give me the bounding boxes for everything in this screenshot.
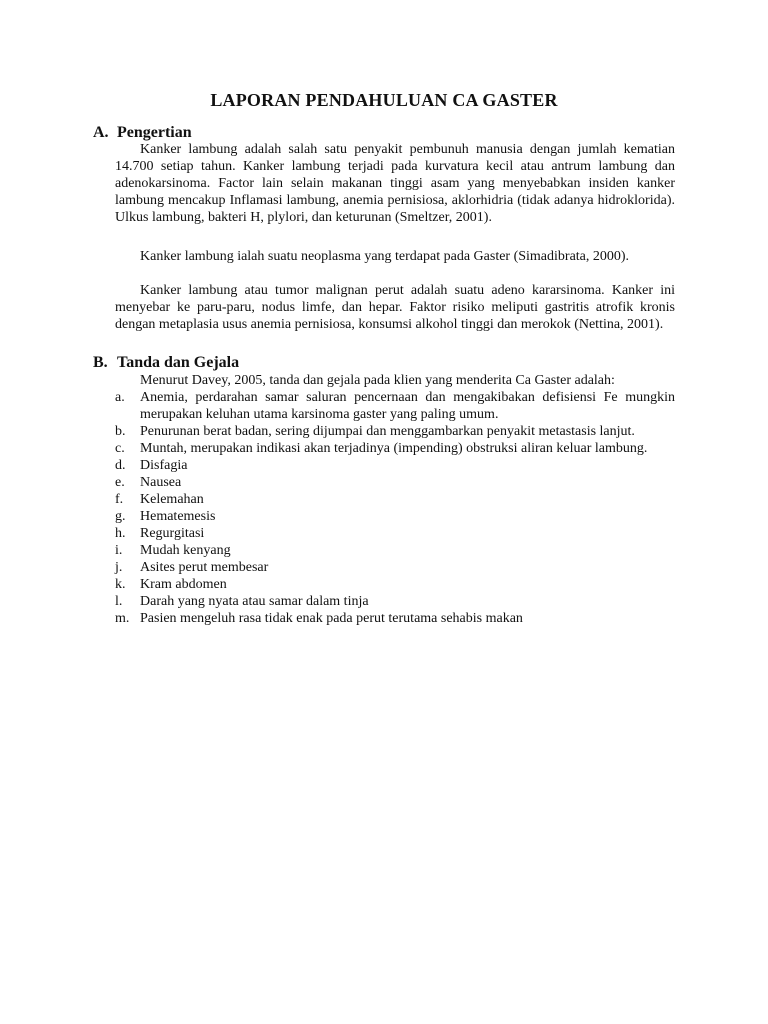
- list-item-text: Asites perut membesar: [140, 560, 269, 575]
- list-item: [115, 508, 675, 525]
- list-item-text: Anemia, perdarahan samar saluran pencernaan dan mengakibakan defisiensi Fe mungkin merupakan keluhan utama karsinoma gaster yang paling umum.: [140, 390, 675, 422]
- list-item-text: Darah yang nyata atau samar dalam tinja: [140, 594, 369, 609]
- list-marker: h.: [115, 526, 126, 541]
- list-marker: k.: [115, 577, 126, 592]
- list-item-text: Muntah, merupakan indikasi akan terjadinya (impending) obstruksi aliran keluar lambung.: [140, 441, 648, 456]
- section-b-title: Tanda dan Gejala: [117, 354, 240, 371]
- list-item: [115, 576, 675, 593]
- list-marker: a.: [115, 390, 125, 405]
- paragraph-pengertian-2: Kanker lambung ialah suatu neoplasma yang terdapat pada Gaster (Simadibrata, 2000).: [140, 249, 630, 264]
- list-marker: l.: [115, 594, 123, 609]
- list-item-text: Kram abdomen: [140, 577, 227, 592]
- section-b-letter: B.: [93, 354, 108, 371]
- list-marker: j.: [115, 560, 123, 575]
- list-marker: e.: [115, 475, 125, 490]
- list-item: [115, 457, 675, 474]
- list-marker: m.: [115, 611, 130, 626]
- list-item-text: Mudah kenyang: [140, 543, 231, 558]
- paragraph-pengertian-3: Kanker lambung atau tumor malignan perut adalah suatu adeno kararsinoma. Kanker ini menyebar ke paru-paru, nodus limfe, dan hepar. Faktor risiko meliputi gastritis atrofik kronis dengan metaplasia usus anemia pernisiosa, konsumsi alkohol tinggi dan merokok (Nettina, 2001).: [115, 283, 675, 332]
- list-item: [115, 593, 675, 610]
- list-item-text: Nausea: [140, 475, 182, 490]
- list-item: [115, 423, 675, 440]
- list-item-text: Kelemahan: [140, 492, 204, 507]
- paragraph-pengertian-1: Kanker lambung adalah salah satu penyakit pembunuh manusia dengan jumlah kematian 14.700 setiap tahun. Kanker lambung terjadi pada kurvatura kecil atau antrum lambung dan adenokarsinoma. Factor lain selain makanan tinggi asam yang menyebabkan insiden kanker lambung mencakup Inflamasi lambung, anemia pernisiosa, aklorhidria (tidak adanya hidroklorida). Ulkus lambung, bakteri H, plylori, dan keturunan (Smeltzer, 2001).: [115, 142, 675, 225]
- list-item-text: Penurunan berat badan, sering dijumpai dan menggambarkan penyakit metastasis lanjut.: [140, 424, 635, 439]
- section-b-intro: Menurut Davey, 2005, tanda dan gejala pada klien yang menderita Ca Gaster adalah:: [140, 373, 615, 388]
- list-marker: f.: [115, 492, 124, 507]
- list-marker: c.: [115, 441, 125, 456]
- list-marker: g.: [115, 509, 126, 524]
- section-a-letter: A.: [93, 124, 109, 141]
- symptom-list: [115, 389, 675, 627]
- list-item: [115, 440, 675, 457]
- list-item: [115, 491, 675, 508]
- list-item: [115, 610, 675, 627]
- list-item-text: Pasien mengeluh rasa tidak enak pada perut terutama sehabis makan: [140, 611, 523, 626]
- list-item: [115, 525, 675, 542]
- list-item: [115, 389, 675, 423]
- list-item: [115, 474, 675, 491]
- section-a-title: Pengertian: [117, 124, 192, 141]
- section-b-heading: [93, 353, 239, 373]
- section-a-heading: [93, 123, 192, 143]
- list-marker: b.: [115, 424, 126, 439]
- list-marker: i.: [115, 543, 123, 558]
- list-item-text: Disfagia: [140, 458, 188, 473]
- list-item: [115, 542, 675, 559]
- list-item-text: Regurgitasi: [140, 526, 205, 541]
- document-title: LAPORAN PENDAHULUAN CA GASTER: [210, 90, 558, 110]
- list-item: [115, 559, 675, 576]
- list-marker: d.: [115, 458, 126, 473]
- list-item-text: Hematemesis: [140, 509, 216, 524]
